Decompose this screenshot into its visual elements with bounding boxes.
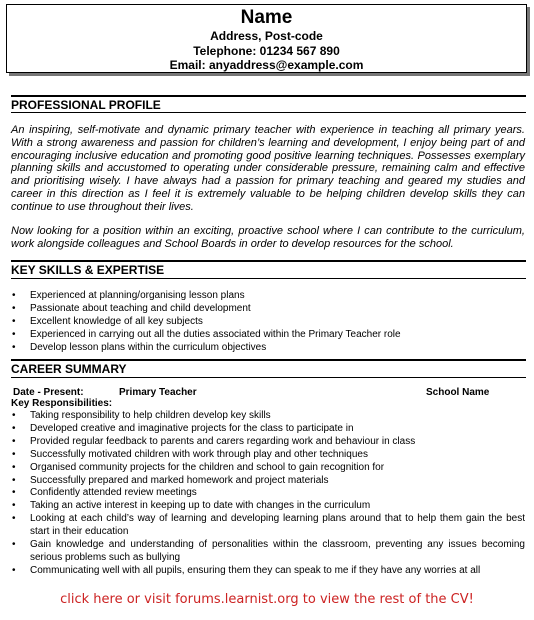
- skills-section-title: KEY SKILLS & EXPERTISE: [11, 260, 526, 277]
- email-line: Email: anyaddress@example.com: [169, 58, 364, 72]
- list-item: • Developed creative and imaginative projects for the class to participate in: [11, 423, 525, 436]
- list-item: • Taking an active interest in keeping up to date with changes in the curriculum: [11, 500, 525, 513]
- list-item: • Gain knowledge and understanding of personalities within the classroom, preventing any issues becoming serious problems such as bullying: [11, 539, 525, 565]
- list-item: • Looking at each child’s way of learning and developing learning plans around that to help them gain the best start in their education: [11, 513, 525, 539]
- address-line: Address, Post-code: [210, 29, 323, 43]
- skills-list: [11, 290, 525, 355]
- job-date: Date - Present:: [13, 387, 84, 398]
- list-item: • Develop lesson plans within the curriculum objectives: [11, 342, 525, 355]
- job-company: School Name: [426, 387, 490, 398]
- list-item: • Taking responsibility to help children develop key skills: [11, 410, 525, 423]
- view-full-cv-link[interactable]: click here or visit forums.learnist.org to view the rest of the CV!: [60, 592, 474, 607]
- list-item: • Successfully prepared and marked homework and project materials: [11, 475, 525, 488]
- list-item: • Confidently attended review meetings: [11, 487, 525, 500]
- profile-paragraph: An inspiring, self-motivate and dynamic primary teacher with experience in teaching all primary years. With a strong awareness and passion for children’s learning and development, I enjoy being part of and encouraging inclusive education and promoting good positive learning techniques. Possesses exemplary planning skills and accustomed to operating under considerable pressure, remaining calm and effective and prioritising wisely. I have always had a passion for primary teaching and geared my studies and career in this direction as I feel it is extremely valuable to be helping children develop skills they can continue to use throughout their lives.: [11, 124, 525, 213]
- list-item: • Excellent knowledge of all key subjects: [11, 316, 525, 329]
- responsibilities-label: Key Responsibilities:: [11, 398, 113, 409]
- list-item: • Experienced at planning/organising lesson plans: [11, 290, 525, 303]
- responsibilities-list: [11, 410, 525, 578]
- list-item: • Passionate about teaching and child development: [11, 303, 525, 316]
- list-item: • Provided regular feedback to parents and carers regarding work and behaviour in class: [11, 436, 525, 449]
- profile-paragraph: Now looking for a position within an exciting, proactive school where I can contribute to the curriculum, work alongside colleagues and School Boards in order to develop resources for the school.: [11, 225, 525, 250]
- section-divider: [11, 377, 526, 378]
- contact-header-box: [6, 4, 527, 73]
- profile-section-title: PROFESSIONAL PROFILE: [11, 95, 526, 112]
- job-title: Primary Teacher: [119, 387, 197, 398]
- candidate-name: Name: [240, 7, 293, 28]
- section-divider: [11, 112, 526, 113]
- list-item: • Successfully motivated children with work through play and other techniques: [11, 449, 525, 462]
- list-item: • Organised community projects for the children and school to gain recognition for: [11, 462, 525, 475]
- telephone-line: Telephone: 01234 567 890: [193, 43, 340, 58]
- section-divider: [11, 278, 526, 279]
- list-item: • Experienced in carrying out all the duties associated within the Primary Teacher role: [11, 329, 525, 342]
- list-item: • Communicating well with all pupils, ensuring them they can speak to me if they have any worries at all: [11, 565, 525, 578]
- career-section-title: CAREER SUMMARY: [11, 359, 526, 376]
